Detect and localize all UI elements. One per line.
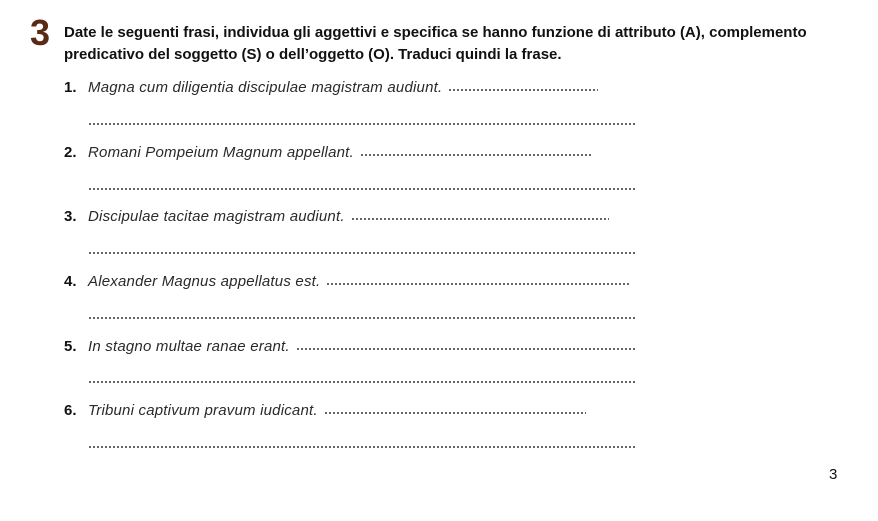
item-sentence: Discipulae tacitae magistram audiunt. bbox=[88, 208, 345, 225]
exercise-item-5 bbox=[64, 337, 864, 357]
item-number: 2. bbox=[64, 144, 77, 161]
item-sentence: Tribuni captivum pravum iudicant. bbox=[88, 402, 318, 419]
page-number: 3 bbox=[829, 466, 838, 483]
answer-dotted-line[interactable] bbox=[351, 218, 609, 220]
answer-dotted-line[interactable] bbox=[360, 154, 592, 156]
item-sentence: Romani Pompeium Magnum appellant. bbox=[88, 144, 354, 161]
answer-dotted-line[interactable] bbox=[296, 348, 636, 350]
answer-dotted-line[interactable] bbox=[324, 412, 586, 414]
item-sentence: Alexander Magnus appellatus est. bbox=[88, 273, 321, 290]
answer-dotted-line[interactable] bbox=[448, 89, 598, 91]
translation-dotted-line[interactable] bbox=[88, 252, 636, 254]
item-sentence: In stagno multae ranae erant. bbox=[88, 338, 290, 355]
translation-dotted-line[interactable] bbox=[88, 446, 636, 448]
item-number: 6. bbox=[64, 402, 77, 419]
exercise-item-6 bbox=[64, 401, 864, 421]
item-number: 4. bbox=[64, 273, 77, 290]
exercise-item-2 bbox=[64, 143, 864, 163]
answer-dotted-line[interactable] bbox=[326, 283, 630, 285]
exercise-item-4 bbox=[64, 272, 864, 292]
item-number: 3. bbox=[64, 208, 77, 225]
translation-dotted-line[interactable] bbox=[88, 381, 636, 383]
exercise-item-3 bbox=[64, 207, 864, 227]
exercise-instruction: Date le seguenti frasi, individua gli aggettivi e specifica se hanno funzione di attributo (A), complemento predicativo del soggetto (S) o dell’oggetto (O). Traduci quindi la frase. bbox=[64, 24, 807, 63]
translation-dotted-line[interactable] bbox=[88, 188, 636, 190]
translation-dotted-line[interactable] bbox=[88, 123, 636, 125]
item-number: 5. bbox=[64, 338, 77, 355]
exercise-number: 3 bbox=[30, 12, 51, 53]
item-sentence: Magna cum diligentia discipulae magistram audiunt. bbox=[88, 79, 443, 96]
exercise-item-1 bbox=[64, 78, 864, 98]
translation-dotted-line[interactable] bbox=[88, 317, 636, 319]
item-number: 1. bbox=[64, 79, 77, 96]
